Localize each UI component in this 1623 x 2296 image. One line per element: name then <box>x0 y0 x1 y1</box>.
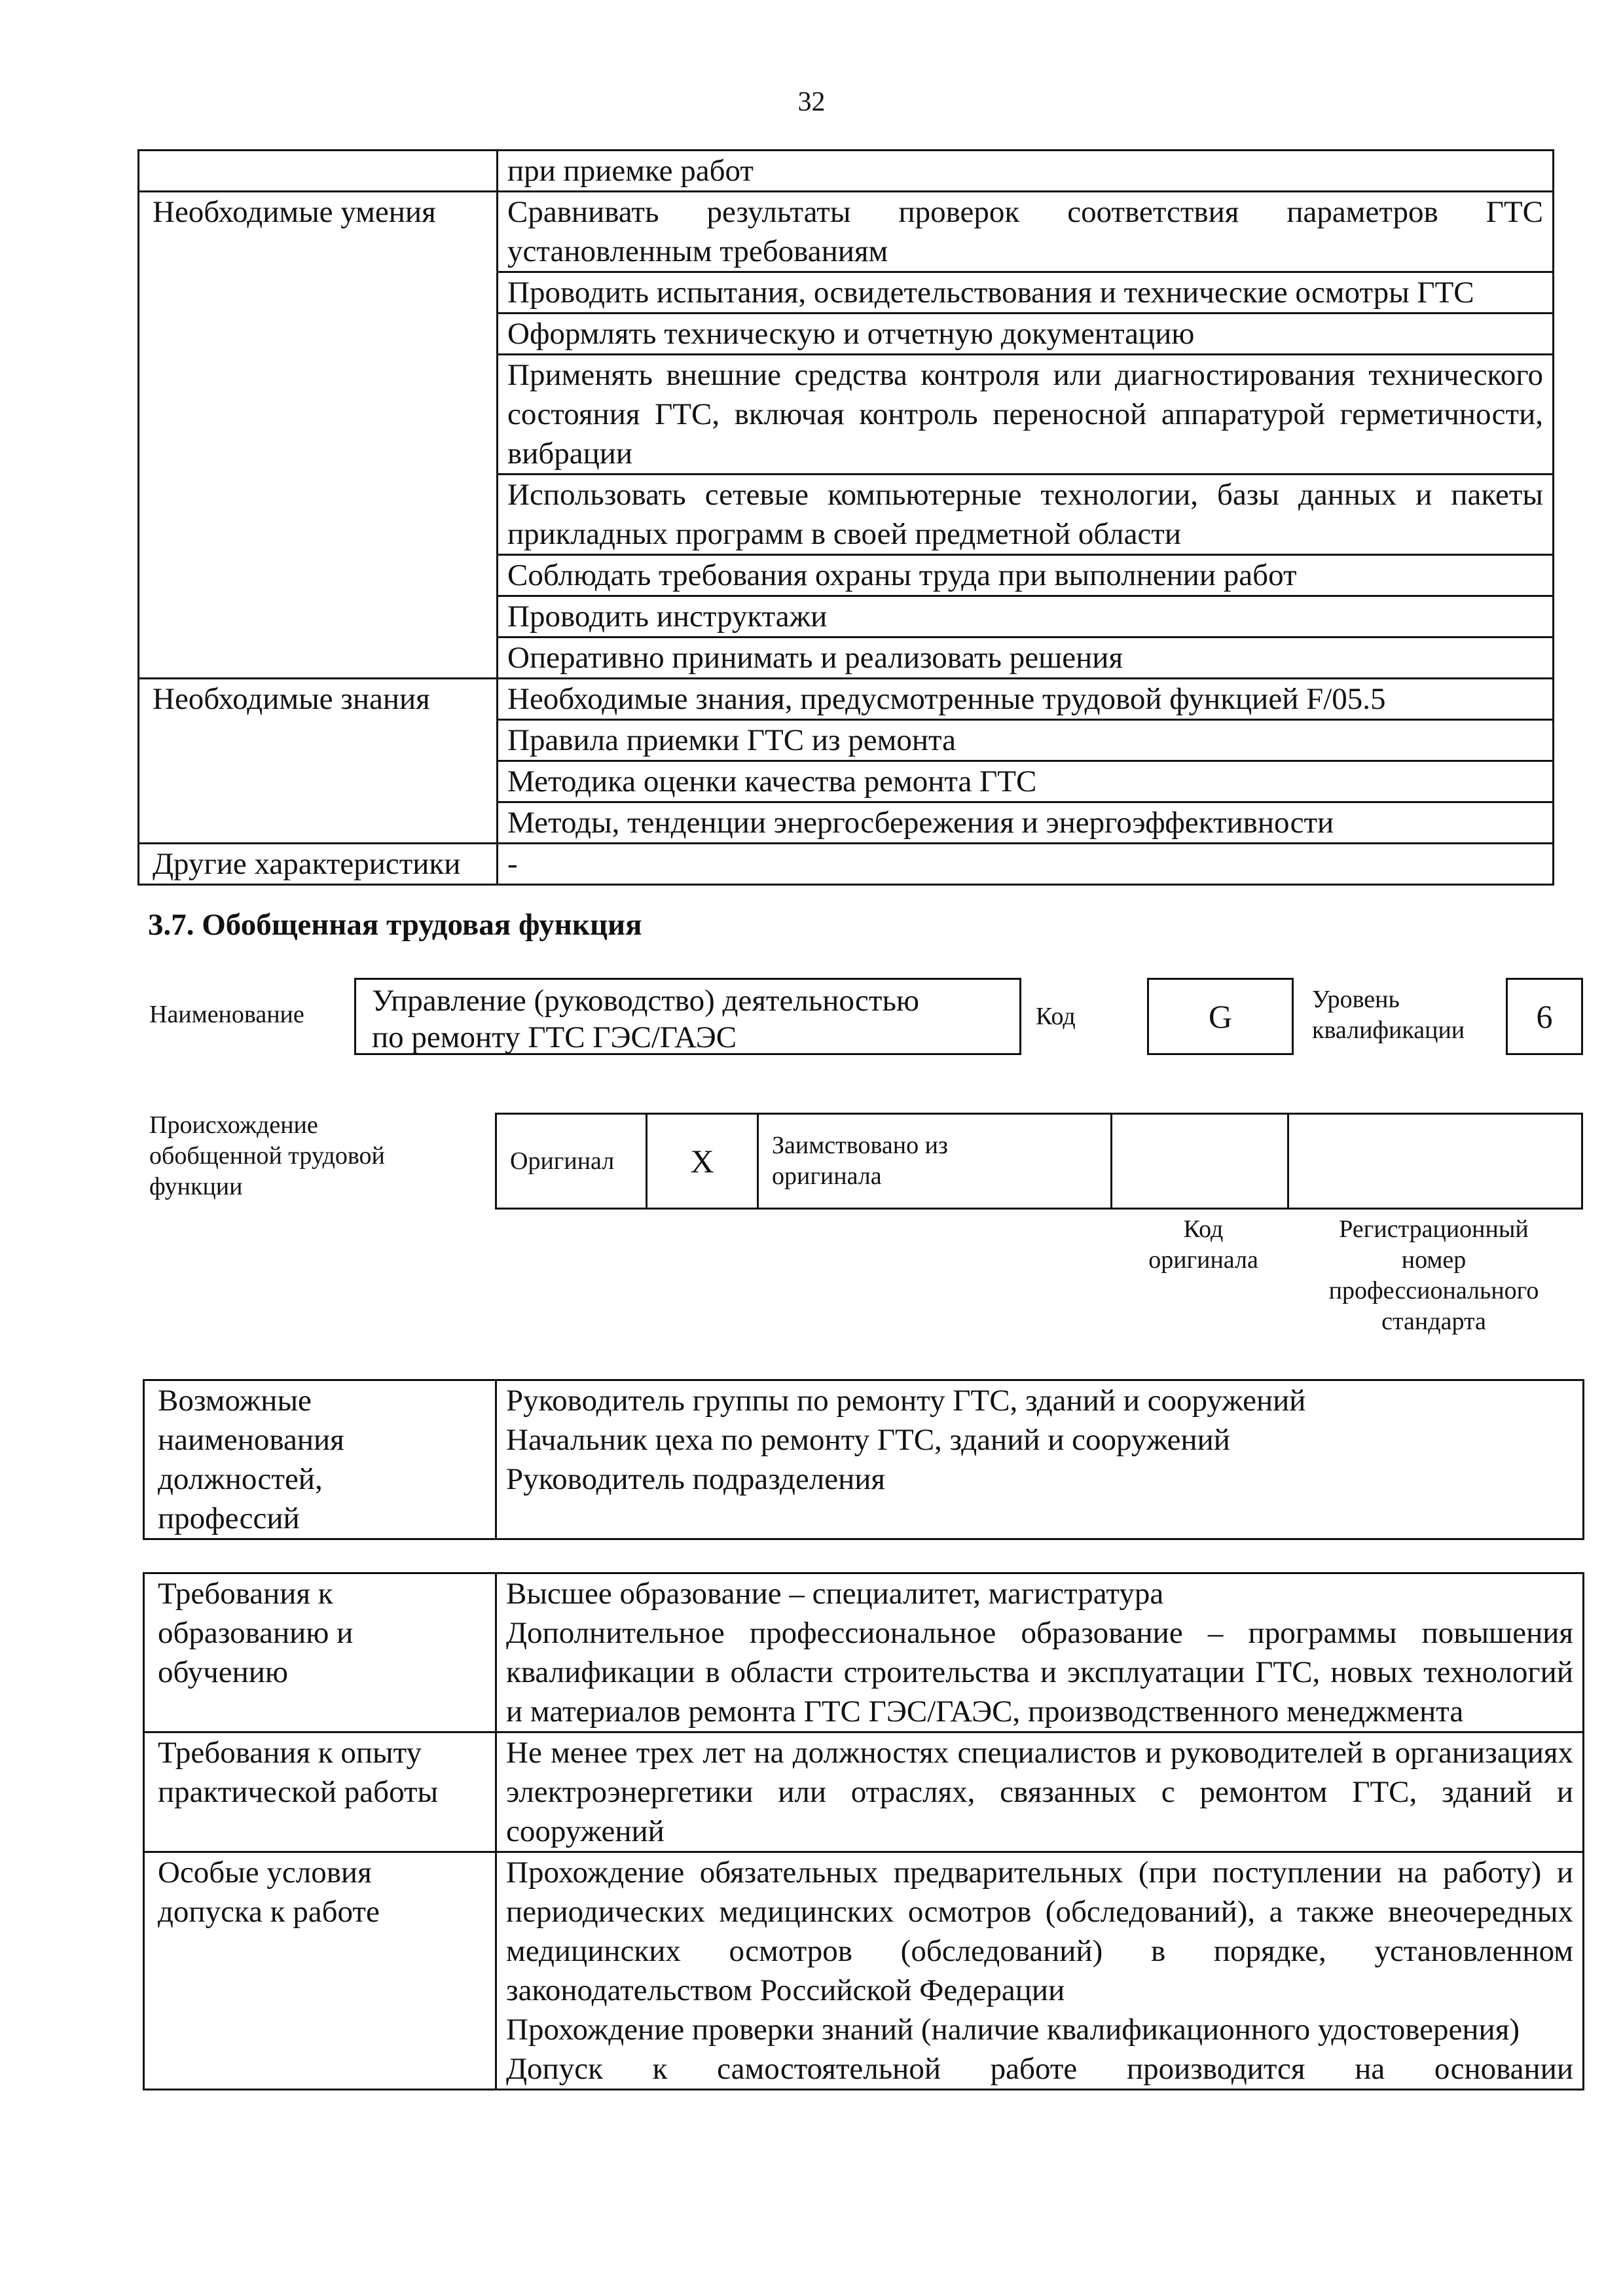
name-value-box <box>354 978 1021 1055</box>
continuation-cell: при приемке работ <box>498 151 1554 192</box>
level-label-line: Уровень <box>1312 986 1400 1013</box>
level-label <box>1312 984 1465 1046</box>
original-label: Оригинал <box>496 1114 647 1209</box>
origin-label-line: Происхождение <box>149 1111 318 1139</box>
table-row <box>139 192 1554 272</box>
table-row <box>144 1732 1584 1852</box>
origin-label-line: функции <box>149 1173 243 1200</box>
positions-label-line: должностей, <box>158 1462 323 1496</box>
positions-label-line: Возможные <box>158 1384 312 1418</box>
positions-table <box>143 1379 1584 1540</box>
knowledge-item: Правила приемки ГТС из ремонта <box>498 720 1554 761</box>
skill-item: Использовать сетевые компьютерные технологии, базы данных и пакеты прикладных программ в своей предметной области <box>498 475 1554 555</box>
conditions-paragraph: Прохождение обязательных предварительных (при поступлении на работу) и периодических медицинских осмотров (обследований), а также внеочередных медицинских осмотров (обследований) в порядке, установленном законодательством Российской Федерации <box>506 1856 1573 2007</box>
name-label: Наименование <box>149 1001 304 1028</box>
caption-line: профессионального <box>1328 1277 1539 1304</box>
original-code-caption <box>1118 1214 1288 1276</box>
table-row <box>144 1573 1584 1732</box>
education-label-line: образованию и <box>158 1616 354 1650</box>
skills-knowledge-table <box>137 149 1554 886</box>
education-label <box>144 1573 496 1732</box>
knowledge-item: Методика оценки качества ремонта ГТС <box>498 761 1554 802</box>
skill-item: Оперативно принимать и реализовать решения <box>498 637 1554 679</box>
other-label: Другие характеристики <box>139 844 498 885</box>
position-item: Руководитель группы по ремонту ГТС, зданий и сооружений <box>506 1384 1306 1418</box>
skill-item: Проводить испытания, освидетельствования и технические осмотры ГТС <box>498 272 1554 314</box>
origin-table <box>495 1113 1583 1210</box>
level-label-line: квалификации <box>1312 1016 1465 1044</box>
page-number: 32 <box>797 87 826 117</box>
positions-label-line: наименования <box>158 1423 344 1457</box>
name-value-line: по ремонту ГТС ГЭС/ГАЭС <box>372 1020 737 1054</box>
positions-list <box>496 1380 1584 1539</box>
requirements-table <box>143 1572 1584 2090</box>
experience-requirements: Не менее трех лет на должностях специалистов и руководителей в организациях электроэнергетики или отраслях, связанных с ремонтом ГТС, зданий и сооружений <box>496 1732 1584 1852</box>
conditions-label <box>144 1852 496 2090</box>
caption-line: номер <box>1401 1246 1467 1274</box>
level-value-box: 6 <box>1506 978 1583 1055</box>
experience-label <box>144 1732 496 1852</box>
skills-label: Необходимые умения <box>139 192 498 679</box>
education-paragraph: Дополнительное профессиональное образование – программы повышения квалификации в области строительства и эксплуатации ГТС, новых технологий и материалов ремонта ГТС ГЭС/ГАЭС, производственного менеджмента <box>506 1616 1573 1729</box>
conditions-paragraph: Прохождение проверки знаний (наличие квалификационного удостоверения) <box>506 2013 1520 2047</box>
knowledge-item: Необходимые знания, предусмотренные трудовой функцией F/05.5 <box>498 679 1554 720</box>
registration-number-caption <box>1288 1214 1579 1337</box>
registration-number-cell <box>1288 1114 1582 1209</box>
origin-label-line: обобщенной трудовой <box>149 1142 385 1170</box>
code-label: Код <box>1036 1003 1076 1030</box>
conditions-requirements <box>496 1852 1584 2090</box>
knowledge-label: Необходимые знания <box>139 679 498 844</box>
section-heading: 3.7. Обобщенная трудовая функция <box>148 908 642 942</box>
education-label-line: обучению <box>158 1655 289 1689</box>
skill-item: Применять внешние средства контроля или диагностирования технического состояния ГТС, включая контроль переносной аппаратурой герметичности, вибрации <box>498 355 1554 475</box>
conditions-paragraph: Допуск к самостоятельной работе производится на основании <box>506 2052 1573 2086</box>
positions-label-line: профессий <box>158 1501 300 1535</box>
table-row <box>139 151 1554 192</box>
borrowed-label-line: оригинала <box>772 1162 882 1190</box>
position-item: Руководитель подразделения <box>506 1462 886 1496</box>
code-value-box: G <box>1147 978 1294 1055</box>
table-row <box>139 844 1554 885</box>
skill-item: Проводить инструктажи <box>498 596 1554 637</box>
position-item: Начальник цеха по ремонту ГТС, зданий и сооружений <box>506 1423 1230 1457</box>
caption-line: стандарта <box>1381 1308 1486 1335</box>
experience-label-line: Требования к опыту <box>158 1736 422 1770</box>
name-value-line: Управление (руководство) деятельностью <box>372 984 919 1018</box>
education-paragraph: Высшее образование – специалитет, магистратура <box>506 1577 1164 1611</box>
original-code-cell <box>1112 1114 1288 1209</box>
conditions-label-line: допуска к работе <box>158 1895 380 1929</box>
skill-item: Сравнивать результаты проверок соответствия параметров ГТС установленным требованиям <box>498 192 1554 272</box>
conditions-label-line: Особые условия <box>158 1856 372 1890</box>
education-label-line: Требования к <box>158 1577 333 1611</box>
caption-line: Код <box>1183 1215 1224 1243</box>
other-value: - <box>498 844 1554 885</box>
table-row <box>144 1852 1584 2090</box>
table-row <box>139 679 1554 720</box>
borrowed-label-line: Заимствовано из <box>772 1132 948 1159</box>
skill-item: Соблюдать требования охраны труда при выполнении работ <box>498 555 1554 596</box>
experience-label-line: практической работы <box>158 1775 439 1809</box>
positions-label <box>144 1380 496 1539</box>
table-row <box>144 1380 1584 1539</box>
caption-line: оригинала <box>1148 1246 1258 1274</box>
knowledge-item: Методы, тенденции энергосбережения и энергоэффективности <box>498 802 1554 844</box>
borrowed-label <box>758 1114 1112 1209</box>
education-requirements <box>496 1573 1584 1732</box>
origin-label <box>149 1110 385 1202</box>
original-mark: X <box>647 1114 758 1209</box>
skill-item: Оформлять техническую и отчетную документацию <box>498 314 1554 355</box>
caption-line: Регистрационный <box>1339 1215 1529 1243</box>
table-row <box>496 1114 1582 1209</box>
